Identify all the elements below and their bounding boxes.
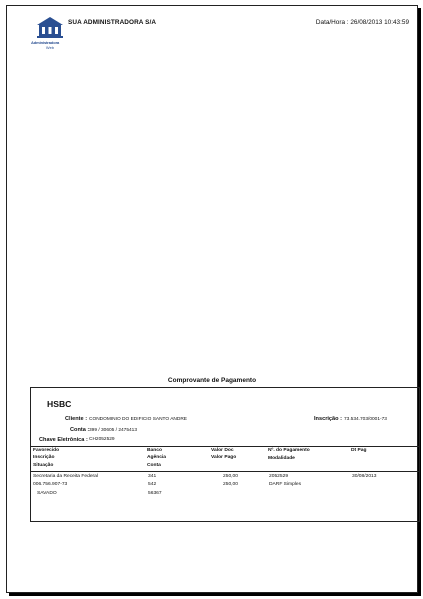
col-conta: Conta: [147, 463, 161, 468]
conta-label: Conta :: [70, 427, 90, 433]
inscricao-label: Inscrição :: [314, 416, 342, 422]
chave-label: Chave Eletrônica :: [39, 437, 88, 443]
col-valor-pago: Valor Pago: [211, 455, 237, 460]
col-situacao: Situação: [33, 463, 54, 468]
receipt-box: [30, 387, 420, 522]
cell-agencia: 542: [148, 482, 157, 487]
col-favorecido: Favorecido: [33, 448, 60, 453]
col-agencia: Agência: [147, 455, 167, 460]
cell-favorecido: Secretaria da Receita Federal: [33, 474, 98, 479]
cell-situacao: SAVADO: [37, 491, 57, 496]
building-icon: [31, 16, 69, 40]
cell-banco: 341: [148, 474, 157, 479]
bank-name: HSBC: [47, 399, 72, 409]
table-top-divider: [31, 446, 419, 447]
col-inscricao: Inscrição: [33, 455, 55, 460]
company-logo: [31, 16, 69, 50]
cell-modalidade: DARF Simples: [269, 482, 302, 487]
cliente-label: Cliente :: [65, 416, 88, 422]
cell-valor-doc: 250,00: [223, 474, 238, 479]
col-valor-doc: Valor Doc: [211, 448, 234, 453]
inscricao-value: 73.534.703/0001-73: [344, 417, 387, 422]
logo-text: Administradora: [31, 40, 60, 45]
company-name: SUA ADMINISTRADORA S/A: [68, 19, 157, 26]
cell-dt-pag: 30/08/2013: [352, 474, 377, 479]
cell-valor-pago: 250,00: [223, 482, 238, 487]
col-banco: Banco: [147, 448, 162, 453]
cell-num-pagamento: 2052529: [269, 474, 289, 479]
cliente-value: CONDOMINIO DO EDIFICIO SANTO ANDRE: [89, 417, 187, 422]
chave-value: CH2052529: [89, 437, 115, 442]
receipt-title: Comprovante de Pagamento: [167, 377, 257, 384]
conta-value: 399 / 30605 / 2475413: [89, 428, 138, 433]
col-modalidade: Modalidade: [268, 456, 295, 461]
cell-conta: 56367: [148, 491, 162, 496]
table-header-divider: [31, 471, 419, 472]
col-num-pagamento: Nº. do Pagamento: [268, 448, 310, 453]
print-datetime: Data/Hora : 26/08/2013 10:43:59: [315, 19, 409, 26]
logo-subtext: Web: [45, 45, 55, 50]
document-page: [6, 5, 418, 593]
col-dt-pag: Dt Pag: [351, 448, 367, 453]
cell-inscricao: 006.756.907-73: [33, 482, 68, 487]
